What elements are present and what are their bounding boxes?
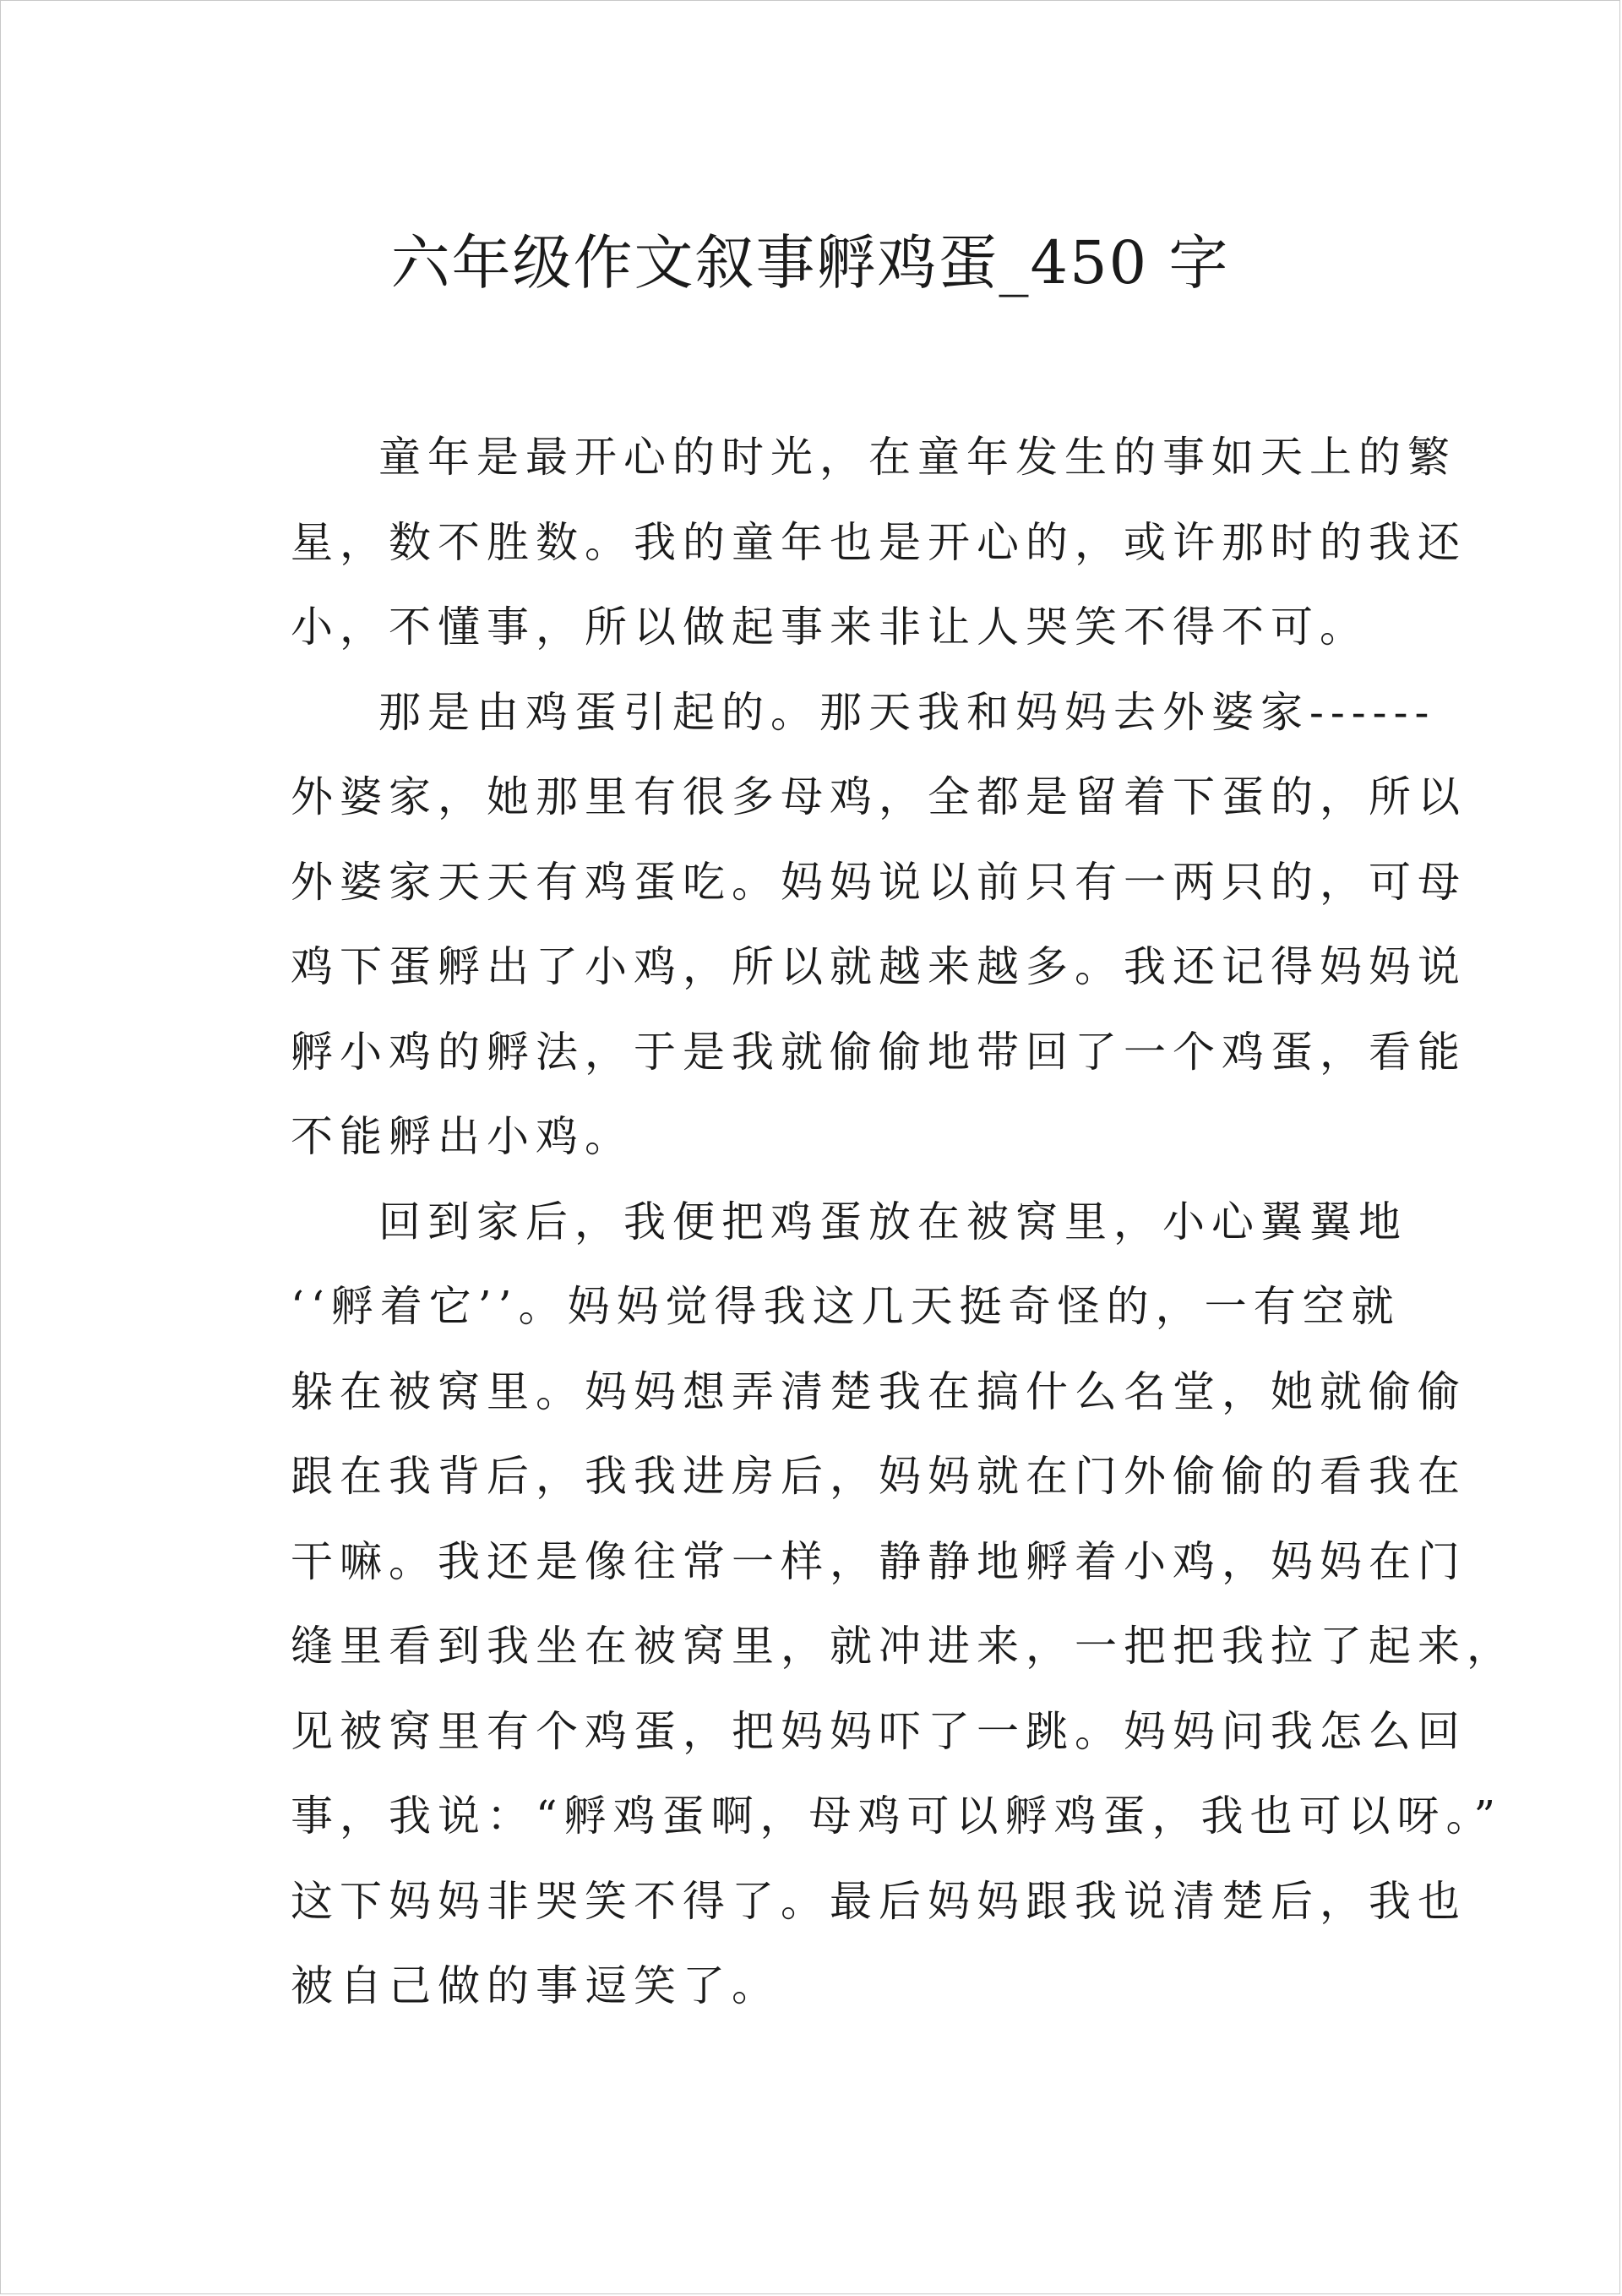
text-line: 外婆家，她那里有很多母鸡，全都是留着下蛋的，所以 [291, 772, 1467, 821]
text-line: 星，数不胜数。我的童年也是开心的，或许那时的我还 [291, 517, 1467, 567]
page-title: 六年级作文叙事孵鸡蛋_450 字 [390, 228, 1230, 297]
text-line: 外婆家天天有鸡蛋吃。妈妈说以前只有一两只的，可母 [291, 857, 1467, 907]
text-line: 缝里看到我坐在被窝里，就冲进来，一把把我拉了起来， [291, 1622, 1516, 1671]
text-line: 被自己做的事逗笑了。 [291, 1961, 781, 2010]
text-line: 不能孵出小鸡。 [291, 1112, 634, 1161]
text-line: 干嘛。我还是像往常一样，静静地孵着小鸡，妈妈在门 [291, 1536, 1467, 1586]
text-line: 小，不懂事，所以做起事来非让人哭笑不得不可。 [291, 603, 1369, 652]
text-line: 那是由鸡蛋引起的。那天我和妈妈去外婆家------ [378, 687, 1436, 737]
paragraph [291, 415, 1467, 670]
text-line: 躲在被窝里。妈妈想弄清楚我在搞什么名堂，她就偷偷 [291, 1366, 1467, 1416]
essay-body [291, 415, 1516, 2029]
paragraph [291, 1180, 1516, 2029]
text-line: 跟在我背后，我我进房后，妈妈就在门外偷偷的看我在 [291, 1452, 1467, 1501]
text-line: 事，我说：“孵鸡蛋啊，母鸡可以孵鸡蛋，我也可以呀。” [291, 1792, 1503, 1841]
text-line: 回到家后，我便把鸡蛋放在被窝里，小心翼翼地 [378, 1197, 1407, 1246]
text-line: 童年是最开心的时光，在童年发生的事如天上的繁 [378, 433, 1456, 482]
paragraph [291, 670, 1467, 1180]
text-line: 鸡下蛋孵出了小鸡，所以就越来越多。我还记得妈妈说 [291, 942, 1467, 991]
text-line: 这下妈妈非哭笑不得了。最后妈妈跟我说清楚后，我也 [291, 1876, 1467, 1926]
text-line: 孵小鸡的孵法，于是我就偷偷地带回了一个鸡蛋，看能 [291, 1027, 1467, 1077]
text-line: ‘‘孵着它’’。妈妈觉得我这几天挺奇怪的，一有空就 [291, 1282, 1401, 1331]
text-line: 见被窝里有个鸡蛋，把妈妈吓了一跳。妈妈问我怎么回 [291, 1706, 1467, 1756]
